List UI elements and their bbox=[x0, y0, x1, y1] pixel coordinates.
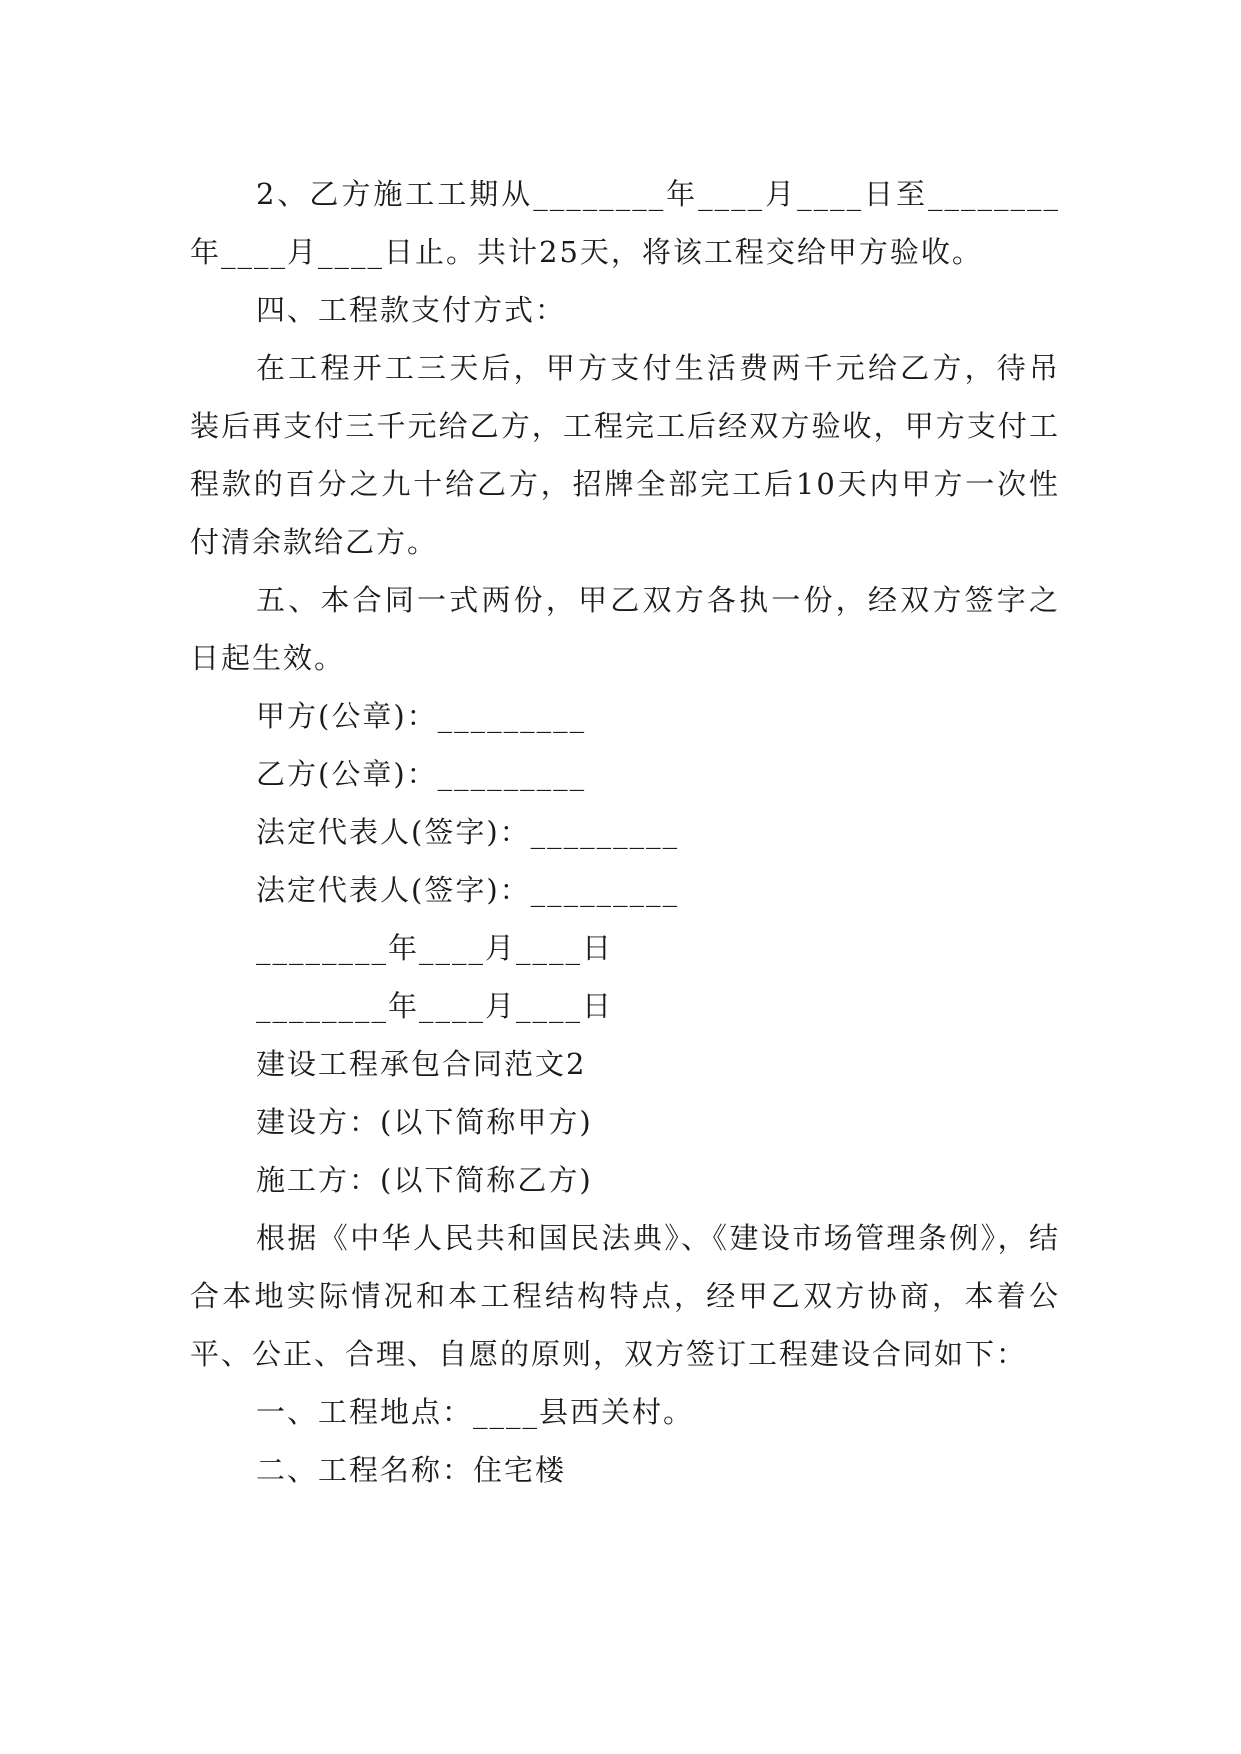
paragraph-construction-period: 2、乙方施工工期从________年____月____日至________年____月____日止。共计25天，将该工程交给甲方验收。 bbox=[190, 177, 1060, 269]
document-body bbox=[190, 165, 1060, 1499]
paragraph-payment-terms: 在工程开工三天后，甲方支付生活费两千元给乙方，待吊装后再支付三千元给乙方，工程完工后经双方验收，甲方支付工程款的百分之九十给乙方，招牌全部完工后10天内甲方一次性付清余款给乙方。 bbox=[190, 351, 1060, 559]
signature-legal-rep-a: 法定代表人(签字)：_________ bbox=[256, 815, 680, 849]
party-contractor: 施工方：(以下简称乙方) bbox=[256, 1163, 593, 1197]
section-title-sample-2: 建设工程承包合同范文2 bbox=[256, 1047, 587, 1081]
signature-date-b: ________年____月____日 bbox=[256, 989, 614, 1023]
paragraph-contract-copies: 五、本合同一式两份，甲乙双方各执一份，经双方签字之日起生效。 bbox=[190, 583, 1060, 675]
paragraph-legal-basis: 根据《中华人民共和国民法典》、《建设市场管理条例》，结合本地实际情况和本工程结构特点，经甲乙双方协商，本着公平、公正、合理、自愿的原则，双方签订工程建设合同如下： bbox=[190, 1221, 1060, 1371]
clause-project-name: 二、工程名称：住宅楼 bbox=[256, 1453, 567, 1487]
party-builder: 建设方：(以下简称甲方) bbox=[256, 1105, 593, 1139]
signature-party-a-seal: 甲方(公章)：_________ bbox=[256, 699, 587, 733]
heading-payment-method: 四、工程款支付方式： bbox=[256, 293, 567, 327]
signature-party-b-seal: 乙方(公章)：_________ bbox=[256, 757, 587, 791]
signature-legal-rep-b: 法定代表人(签字)：_________ bbox=[256, 873, 680, 907]
clause-project-location: 一、工程地点：____县西关村。 bbox=[256, 1395, 695, 1429]
signature-date-a: ________年____月____日 bbox=[256, 931, 614, 965]
